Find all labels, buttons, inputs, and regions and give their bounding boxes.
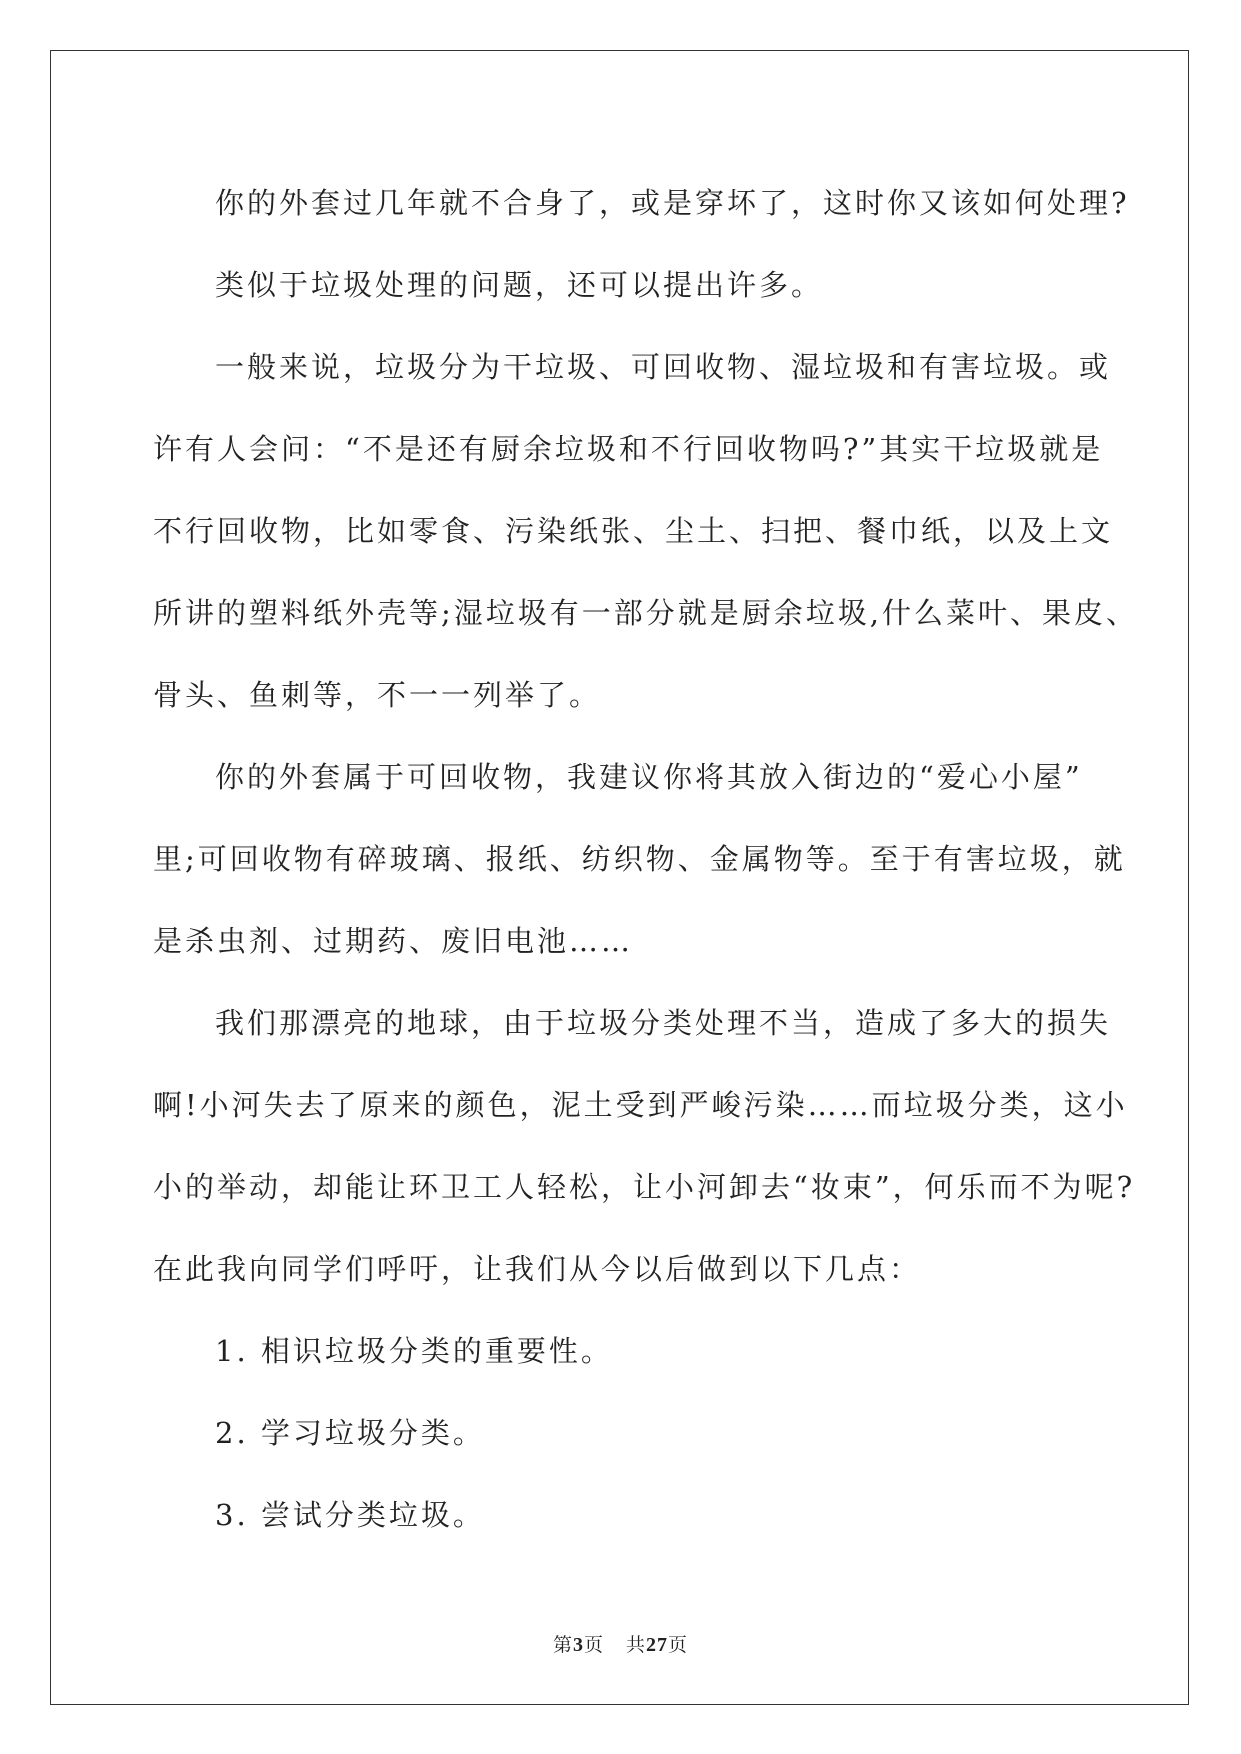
footer-prefix: 第	[552, 1634, 573, 1656]
paragraph-line: 我们那漂亮的地球，由于垃圾分类处理不当，造成了多大的损失	[215, 1006, 1112, 1040]
paragraph-line: 里;可回收物有碎玻璃、报纸、纺织物、金属物等。至于有害垃圾，就	[153, 842, 1126, 876]
paragraph-line: 不行回收物，比如零食、污染纸张、尘土、扫把、餐巾纸，以及上文	[153, 514, 1114, 548]
paragraph-line: 啊!小河失去了原来的颜色，泥土受到严峻污染……而垃圾分类，这小	[153, 1088, 1128, 1122]
document-body	[153, 162, 1138, 1556]
paragraph-line: 小的举动，却能让环卫工人轻松，让小河卸去“妆束”，何乐而不为呢?	[153, 1170, 1136, 1204]
paragraph-line: 所讲的塑料纸外壳等;湿垃圾有一部分就是厨余垃圾,什么菜叶、果皮、	[153, 596, 1138, 630]
footer-total-suffix: 页	[668, 1634, 689, 1656]
paragraph-line: 一般来说，垃圾分为干垃圾、可回收物、湿垃圾和有害垃圾。或	[215, 350, 1112, 384]
total-pages: 27	[646, 1634, 669, 1656]
paragraph-line: 类似于垃圾处理的问题，还可以提出许多。	[215, 268, 824, 302]
footer-total-prefix: 共	[626, 1634, 647, 1656]
paragraph-line: 是杀虫剂、过期药、废旧电池……	[153, 924, 634, 958]
paragraph-line: 在此我向同学们呼吁，让我们从今以后做到以下几点：	[153, 1252, 922, 1286]
paragraph-line: 你的外套过几年就不合身了，或是穿坏了，这时你又该如何处理?	[215, 186, 1130, 220]
list-item: 1. 相识垃圾分类的重要性。	[215, 1334, 613, 1368]
list-item: 3. 尝试分类垃圾。	[215, 1498, 485, 1532]
list-item: 2. 学习垃圾分类。	[215, 1416, 485, 1450]
paragraph-line: 许有人会问：“不是还有厨余垃圾和不行回收物吗?”其实干垃圾就是	[153, 432, 1104, 466]
paragraph-line: 骨头、鱼刺等，不一一列举了。	[153, 678, 602, 712]
page-footer	[0, 1630, 1241, 1657]
page-number: 3	[572, 1634, 584, 1656]
footer-page-suffix: 页	[583, 1634, 604, 1656]
paragraph-line: 你的外套属于可回收物，我建议你将其放入街边的“爱心小屋”	[215, 760, 1083, 794]
